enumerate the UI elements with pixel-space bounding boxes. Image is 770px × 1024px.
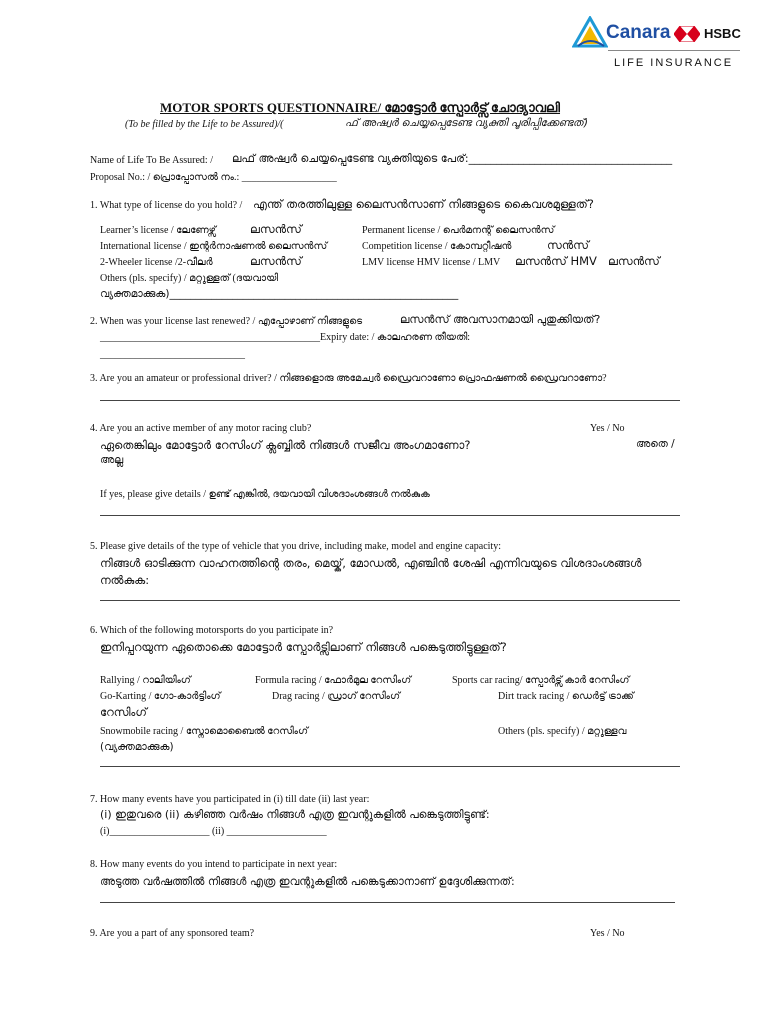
q4-label-en: 4. Are you an active member of any motor racing club? xyxy=(90,423,312,434)
q4-yes-no[interactable]: Yes / No xyxy=(590,423,625,434)
q6-option-others[interactable]: Others (pls. specify) / മറ്റുള്ളവ xyxy=(498,726,627,737)
q4-no-ml[interactable]: അല്ല xyxy=(100,454,124,466)
q3-label: 3. Are you an amateur or professional driver? / നിങ്ങളൊരു അമേച്വർ ഡ്രൈവറാണോ പ്രൊഫഷണൽ ഡ്രൈവറാണോ? xyxy=(90,373,607,384)
q6-option-gokarting[interactable]: Go-Karting / ഗോ-കാർട്ടിംഗ് xyxy=(100,691,221,702)
brand-tagline: LIFE INSURANCE xyxy=(614,57,734,69)
q8-label-ml: അടുത്ത വർഷത്തിൽ നിങ്ങൾ എത്ര ഇവന്റുകളിൽ പങ്കെടുക്കാനാണ് ഉദ്ദേശിക്കുന്നത്: xyxy=(100,875,515,888)
company-logo xyxy=(570,14,740,74)
q1-option-international[interactable]: International license / ഇന്റർനാഷണൽ ലൈസൻസ് xyxy=(100,241,328,252)
q7-answer-line[interactable]: (i)____________________ (ii) ____________________ xyxy=(100,826,327,837)
q8-answer-line[interactable] xyxy=(100,902,675,903)
page-subtitle-ml: ഫ് അഷ്വർ ചെയ്യപ്പെടേണ്ട വ്യക്തി പൂരിപ്പിക്കേണ്ടത്) xyxy=(345,117,588,129)
q2-answer-line[interactable]: ____________________________________________Expiry date: / കാലഹരണ തീയതി: xyxy=(100,332,471,343)
q6-label-ml: ഇനിപ്പറയുന്ന ഏതൊക്കെ മോട്ടോർ സ്പോർട്സിലാണ് നിങ്ങൾ പങ്കെടുത്തിട്ടുള്ളത്? xyxy=(100,640,507,654)
name-label-ml[interactable]: ലഫ് അഷ്വർ ചെയ്യപ്പെടേണ്ട വ്യക്തിയുടെ പേര്:_____________________________________ xyxy=(232,152,673,165)
q6-label-en: 6. Which of the following motorsports do you participate in? xyxy=(90,625,334,636)
q1-option-competition-ml: സൻസ് xyxy=(547,238,589,252)
q9-label-en: 9. Are you a part of any sponsored team? xyxy=(90,928,255,939)
q1-option-others[interactable]: Others (pls. specify) / മറ്റുള്ളത് (ദയവായി xyxy=(100,273,279,284)
q5-answer-line[interactable] xyxy=(100,600,680,601)
q6-option-gokarting-ml: റേസിംഗ് xyxy=(100,705,147,719)
q1-option-lmv[interactable]: LMV license HMV license / LMV xyxy=(362,257,501,268)
q2-label-ml: ലസൻസ് അവസാനമായി പുതുക്കിയത്? xyxy=(400,313,601,326)
q5-label-ml: നിങ്ങൾ ഓടിക്കുന്ന വാഹനത്തിന്റെ തരം, മെയ്ക്, മോഡൽ, എഞ്ചിൻ ശേഷി എന്നിവയുടെ വിശദാംശങ്ങൾ xyxy=(100,556,642,570)
logo-divider xyxy=(608,50,740,51)
brand-canara: Canara xyxy=(606,22,671,43)
q6-option-sportscar[interactable]: Sports car racing/ സ്പോർട്സ് കാർ റേസിംഗ് xyxy=(452,675,630,686)
q6-option-drag[interactable]: Drag racing / ഡ്രാഗ് റേസിംഗ് xyxy=(272,691,400,702)
hsbc-hexagon-icon xyxy=(674,26,700,42)
q4-yes-ml[interactable]: അതെ / xyxy=(636,438,675,450)
q1-option-twowheeler-ml: ലസൻസ് xyxy=(250,254,302,268)
q1-option-permanent[interactable]: Permanent license / പെർമനന്റ് ലൈസൻസ് xyxy=(362,225,555,236)
q6-option-formula[interactable]: Formula racing / ഫോർമുല റേസിംഗ് xyxy=(255,675,412,686)
page-title: MOTOR SPORTS QUESTIONNAIRE/ മോട്ടോർ സ്പോർട്സ് ചോദ്യാവലി xyxy=(160,100,561,115)
q2-label-en: 2. When was your license last renewed? / എപ്പോഴാണ് നിങ്ങളുടെ xyxy=(90,316,363,327)
q1-option-learner[interactable]: Learner’s license / ലേണേഴ്സ് xyxy=(100,225,216,236)
brand-hsbc: HSBC xyxy=(704,26,741,41)
q1-option-lmv-ml-2: ലസൻസ് xyxy=(608,254,660,268)
q1-option-others-line[interactable]: വ്യക്തമാക്കുക)_______________________________________________________ xyxy=(100,288,459,300)
q4-details-line[interactable] xyxy=(100,515,680,516)
q1-option-learner-ml: ലസൻസ് xyxy=(250,222,302,236)
q6-answer-line[interactable] xyxy=(100,766,680,767)
canara-triangle-icon xyxy=(572,16,608,50)
q7-label-en: 7. How many events have you participated in (i) till date (ii) last year: xyxy=(90,794,370,805)
q2-answer-line-2[interactable]: _____________________________ xyxy=(100,349,245,360)
q6-option-snowmobile[interactable]: Snowmobile racing / സ്നോമൊബൈൽ റേസിംഗ് xyxy=(100,726,308,737)
q1-option-lmv-ml: ലസൻസ് HMV xyxy=(515,254,597,268)
q1-option-twowheeler[interactable]: 2-Wheeler license /2-വീലർ xyxy=(100,257,213,268)
q9-yes-no[interactable]: Yes / No xyxy=(590,928,625,939)
q5-label-en: 5. Please give details of the type of vehicle that you drive, including make, model and engine capacity: xyxy=(90,541,501,552)
q3-answer-line[interactable] xyxy=(100,400,680,401)
q5-label-ml-2: നൽകുക: xyxy=(100,573,150,587)
q6-option-dirt[interactable]: Dirt track racing / ഡെർട്ട് ട്രാക്ക് xyxy=(498,691,634,702)
q6-option-snowmobile-ml: (വ്യക്തമാക്കുക) xyxy=(100,741,174,753)
q4-details-label: If yes, please give details / ഉണ്ട് എങ്കിൽ, ദയവായി വിശദാംശങ്ങൾ നൽകുക xyxy=(100,489,430,500)
q6-option-rallying[interactable]: Rallying / റാലിയിംഗ് xyxy=(100,675,191,686)
q1-option-competition[interactable]: Competition license / കോമ്പറ്റീഷൻ xyxy=(362,241,512,252)
name-label-en: Name of Life To Be Assured: / xyxy=(90,155,213,166)
q8-label-en: 8. How many events do you intend to participate in next year: xyxy=(90,859,338,870)
q1-label-en: 1. What type of license do you hold? / xyxy=(90,200,243,211)
q7-label-ml: (i) ഇതുവരെ (ii) കഴിഞ്ഞ വർഷം നിങ്ങൾ എത്ര ഇവന്റുകളിൽ പങ്കെടുത്തിട്ടുണ്ട്: xyxy=(100,808,490,821)
q1-label-ml: എന്ത് തരത്തിലുള്ള ലൈസൻസാണ് നിങ്ങളുടെ കൈവശമുള്ളത്? xyxy=(253,197,594,211)
q4-label-ml: ഏതെങ്കിലും മോട്ടോർ റേസിംഗ് ക്ലബ്ബിൽ നിങ്ങൾ സജീവ അംഗമാണോ? xyxy=(100,438,471,452)
page-subtitle-en: (To be filled by the Life to be Assured)/( xyxy=(125,119,284,130)
proposal-field[interactable]: Proposal No.: / പ്രൊപ്പോസൽ നം.: ___________________ xyxy=(90,172,337,183)
